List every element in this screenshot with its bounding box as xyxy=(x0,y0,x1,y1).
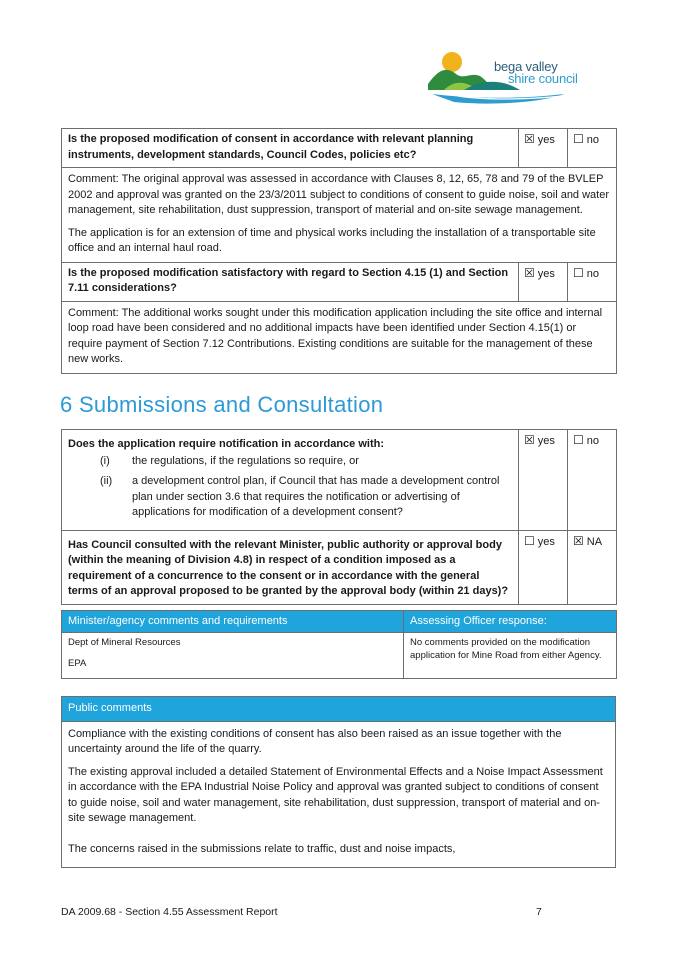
comment-paragraph: The application is for an extension of time and physical works including the installation of a transportable site office and an internal haul road. xyxy=(68,226,596,254)
logo-text-line1: bega valley xyxy=(494,59,558,74)
checkbox-label: yes xyxy=(537,134,555,146)
agency-list xyxy=(62,633,404,679)
public-comments-body xyxy=(62,721,616,868)
comment-section-4-15 xyxy=(62,301,617,373)
council-logo xyxy=(424,50,599,108)
checkbox-label: yes xyxy=(537,267,555,280)
checkbox-label: NA xyxy=(586,535,603,548)
public-comments-table xyxy=(61,696,616,868)
agency-comments-table xyxy=(61,610,617,679)
na-checkbox[interactable] xyxy=(568,530,617,604)
unchecked-box-icon: ☐ xyxy=(524,533,535,548)
table-row xyxy=(62,633,617,679)
checked-box-icon: ☒ xyxy=(524,433,535,447)
unchecked-box-icon: ☐ xyxy=(573,265,584,280)
yes-checkbox[interactable] xyxy=(519,262,568,301)
comment-paragraph: Compliance with the existing conditions of consent has also been raised as an issue together with the uncertainty around the life of the quarry. xyxy=(68,727,562,755)
notification-criteria-list xyxy=(68,454,512,521)
checked-box-icon: ☒ xyxy=(524,132,535,146)
table-row xyxy=(62,721,616,868)
list-item xyxy=(68,454,512,470)
agency-name: EPA xyxy=(68,658,87,669)
unchecked-box-icon: ☐ xyxy=(573,433,584,447)
table-header-row xyxy=(62,611,617,633)
comment-planning xyxy=(62,168,617,263)
checkbox-label: no xyxy=(586,435,600,447)
agency-name: Dept of Mineral Resources xyxy=(68,637,181,648)
yes-checkbox[interactable] xyxy=(519,530,568,604)
table-row xyxy=(62,129,617,168)
table-row xyxy=(62,430,617,531)
table-row xyxy=(62,301,617,373)
column-header-response: Assessing Officer response: xyxy=(404,611,617,633)
comment-paragraph: The concerns raised in the submissions relate to traffic, dust and noise impacts, xyxy=(68,842,456,855)
no-checkbox[interactable] xyxy=(568,262,617,301)
list-item xyxy=(68,474,512,521)
question-section-4-15: Is the proposed modification satisfactory with regard to Section 4.15 (1) and Section 7.11 considerations? xyxy=(62,262,519,301)
unchecked-box-icon: ☐ xyxy=(573,132,584,146)
table-row xyxy=(62,262,617,301)
table-header-row xyxy=(62,697,616,722)
checkbox-label: no xyxy=(586,134,600,146)
list-item-number: (i) xyxy=(100,454,110,467)
section-heading: 6 Submissions and Consultation xyxy=(60,392,384,417)
page-number: 7 xyxy=(536,906,542,918)
table-row xyxy=(62,530,617,604)
question-planning-instruments: Is the proposed modification of consent in accordance with relevant planning instruments, development standards, Council Codes, policies etc? xyxy=(62,129,519,168)
comment-paragraph: Comment: The original approval was assessed in accordance with Clauses 8, 12, 65, 78 and 79 of the BVLEP 2002 and approval was granted on the 23/3/2011 subject to conditions of consent to guide noise, soil and water management, site rehabilitation, dust suppression, transport of material and on-site sewage management. xyxy=(68,173,610,216)
checkbox-label: no xyxy=(586,267,600,280)
question-consultation: Has Council consulted with the relevant Minister, public authority or approval body (within the meaning of Division 4.8) in respect of a condition imposed as a requirement of a concurrence to the consent or in accordance with the general terms of an approval proposed to be granted by the approval body (within 21 days)? xyxy=(62,530,519,604)
no-checkbox[interactable] xyxy=(568,430,617,531)
planning-assessment-table xyxy=(61,128,617,374)
table-row xyxy=(62,168,617,263)
comment-paragraph: The existing approval included a detailed Statement of Environmental Effects and a Noise Impact Assessment in accordance with the EPA Industrial Noise Policy and approval was granted subject to conditions of consent to guide noise, soil and water management, site rehabilitation, dust suppression, transport of material and on-site sewage management. xyxy=(68,765,603,824)
logo-text-line2: shire council xyxy=(508,71,578,86)
officer-response: No comments provided on the modification application for Mine Road from either Agency. xyxy=(404,633,617,679)
no-checkbox[interactable] xyxy=(568,129,617,168)
comment-paragraph: Comment: The additional works sought under this modification application including the site office and internal loop road have been considered and no additional impacts have been identified under Section 4.15(1) or require payment of Section 7.12 Contributions. Existing conditions are suitable for the management of these new works. xyxy=(68,306,603,365)
list-item-text: the regulations, if the regulations so require, or xyxy=(132,454,359,467)
list-item-number: (ii) xyxy=(100,475,113,487)
list-item-text: a development control plan, if Council that has made a development control plan under section 3.6 that requires the notification or advertising of applications for modification of a development consent? xyxy=(132,475,500,518)
notification-table xyxy=(61,429,617,605)
checkbox-label: yes xyxy=(537,435,555,447)
footer-report-title: DA 2009.68 - Section 4.55 Assessment Report xyxy=(61,906,278,918)
question-text: Does the application require notification in accordance with: xyxy=(68,438,384,450)
checked-box-icon: ☒ xyxy=(524,265,535,280)
checked-box-icon: ☒ xyxy=(573,533,584,548)
checkbox-label: yes xyxy=(537,535,555,548)
yes-checkbox[interactable] xyxy=(519,430,568,531)
column-header-agency: Minister/agency comments and requirements xyxy=(62,611,404,633)
public-comments-header: Public comments xyxy=(62,697,616,722)
yes-checkbox[interactable] xyxy=(519,129,568,168)
question-notification xyxy=(62,430,519,531)
